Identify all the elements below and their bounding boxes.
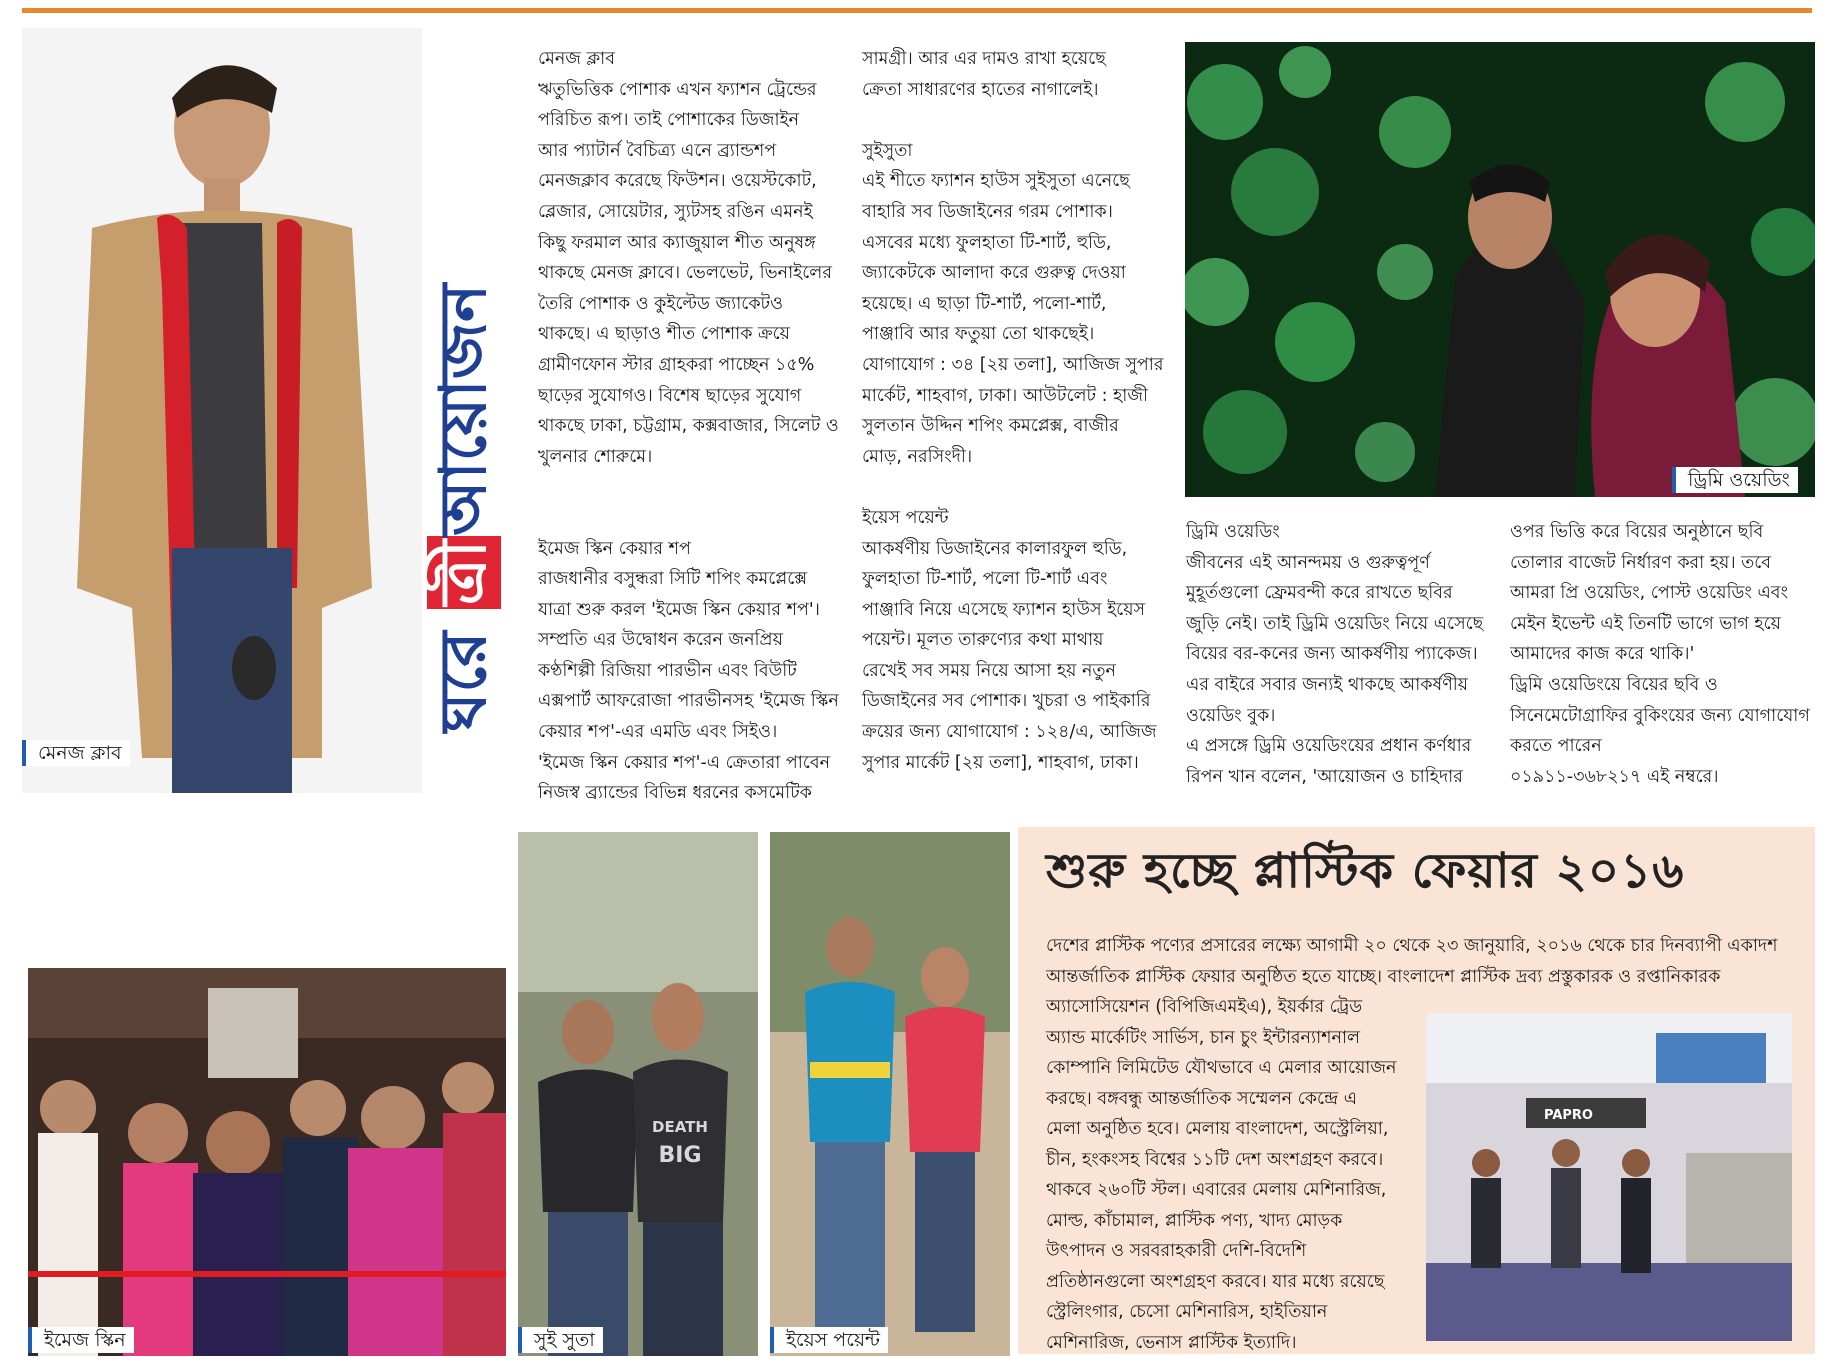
text-line: 'ইমেজ স্কিন কেয়ার শপ'-এ ক্রেতারা পাবেন <box>538 752 831 773</box>
caption-yes-point: ইয়েস পয়েন্ট <box>770 1327 888 1353</box>
text-line: খুলনার শোরুমে। <box>538 446 653 467</box>
text-line: মেনজক্লাব করেছে ফিউশন। ওয়েস্টকোট, <box>538 171 817 192</box>
heading-image-skin: ইমেজ স্কিন কেয়ার শপ <box>538 538 691 559</box>
text-line: যাত্রা শুরু করল 'ইমেজ স্কিন কেয়ার শপ'। <box>538 599 820 620</box>
text-line: এক্সপার্ট আফরোজা পারভীনসহ 'ইমেজ স্কিন <box>538 691 839 712</box>
text-line: আমাদের কাজ করে থাকি।' <box>1510 644 1695 665</box>
text-line: মেশিনারিজ, ভেনাস প্লাস্টিক ইত্যাদি। <box>1046 1332 1297 1353</box>
column-menz-image <box>538 44 839 809</box>
text-line: উৎপাদন ও সরবরাহকারী দেশি-বিদেশি <box>1046 1241 1307 1261</box>
text-line: পাঞ্জাবি আর ফতুয়া তো থাকছেই। <box>862 324 1095 345</box>
column-dreamy-1 <box>1186 517 1483 792</box>
text-line: পাঞ্জাবি নিয়ে এসেছে ফ্যাশন হাউস ইয়েস <box>862 599 1146 620</box>
text-line: স্ট্রেলিংগার, চেসো মেশিনারিস, হাইতিয়ান <box>1046 1302 1328 1322</box>
text-line: তোলার বাজেট নির্ধারণ করা হয়। তবে <box>1510 552 1772 573</box>
text-line: জ্যাকেটকে আলাদা করে গুরুত্ব দেওয়া <box>862 263 1126 284</box>
text-line: পরিচিত রূপ। তাই পোশাকের ডিজাইন <box>538 110 800 131</box>
text-line: যোগাযোগ : ৩৪ [২য় তলা], আজিজ সুপার <box>862 354 1164 375</box>
photo-menz-club <box>22 28 422 793</box>
text-line: আন্তর্জাতিক প্লাস্টিক ফেয়ার অনুষ্ঠিত হতে যাচ্ছে। বাংলাদেশ প্লাস্টিক দ্রব্য প্রস্তুকারক ও রপ্তানিকারক <box>1046 966 1721 987</box>
heading-sui-suta: সুইসুতা <box>862 140 913 161</box>
text-line: গ্রামীণফোন স্টার গ্রাহকরা পাচ্ছেন ১৫% <box>538 354 815 375</box>
text-line: জুড়ি নেই। তাই ড্রিমি ওয়েডিং নিয়ে এসেছে <box>1186 613 1484 634</box>
text-line: পয়েন্ট। মূলত তারুণ্যের কথা মাথায় <box>862 630 1104 651</box>
text-line: ওয়েডিং বুক। <box>1186 705 1276 726</box>
text-line: কিছু ফরমাল আর ক্যাজুয়াল শীত অনুষঙ্গ <box>538 232 816 253</box>
text-line: মেলা অনুষ্ঠিত হবে। মেলায় বাংলাদেশ, অস্ট্রেলিয়া, <box>1046 1119 1389 1139</box>
text-line: মোড়, নরসিংদী। <box>862 446 973 467</box>
text-line: সুপার মার্কেট [২য় তলা], শাহবাগ, ঢাকা। <box>862 752 1139 773</box>
photo-yes-point <box>770 832 1010 1356</box>
text-line: চীন, হংকংসহ বিশ্বের ১১টি দেশ অংশগ্রহণ করবে। <box>1046 1149 1384 1170</box>
text-line: তৈরি পোশাক ও কুইল্টেড জ্যাকেটও <box>538 293 783 314</box>
heading-menz-club: মেনজ ক্লাব <box>538 49 615 69</box>
photo-sui-suta <box>518 832 758 1356</box>
text-line: ক্রেতা সাধারণের হাতের নাগালেই। <box>862 79 1099 100</box>
text-line: ফুলহাতা টি-শার্ট, পলো টি-শার্ট এবং <box>862 569 1108 590</box>
tee-print-death: DEATH <box>652 1118 708 1136</box>
text-line: থাকছে মেনজ ক্লাবে। ভেলভেট, ভিনাইলের <box>538 263 832 284</box>
text-line: সুলতান উদ্দিন শপিং কমপ্লেক্স, বাজীর <box>862 416 1119 437</box>
text-line: কোম্পানি লিমিটেড যৌথভাবে এ মেলার আয়োজন <box>1046 1058 1397 1078</box>
text-line: মেইন ইভেন্ট এই তিনটি ভাগে ভাগ হয়ে <box>1510 613 1781 634</box>
text-line: অ্যান্ড মার্কেটিং সার্ভিস, চান চুং ইন্টারন্যাশনাল <box>1046 1027 1361 1048</box>
text-line: এই শীতে ফ্যাশন হাউস সুইসুতা এনেছে <box>862 171 1130 192</box>
text-line: সামগ্রী। আর এর দামও রাখা হয়েছে <box>862 49 1106 69</box>
text-line: মুহূর্তগুলো ফ্রেমবন্দী করে রাখতে ছবির <box>1186 583 1453 604</box>
tee-print-big: BIG <box>658 1143 702 1168</box>
text-line: কণ্ঠশিল্পী রিজিয়া পারভীন এবং বিউটি <box>538 660 797 681</box>
column-dreamy-2 <box>1510 517 1810 792</box>
text-line: দেশের প্লাস্টিক পণ্যের প্রসারের লক্ষ্যে আগামী ২০ থেকে ২৩ জানুয়ারি, ২০১৬ থেকে চার দিনব্যাপী একাদশ <box>1046 936 1778 956</box>
text-line: করছে। বঙ্গবন্ধু আন্তর্জাতিক সম্মেলন কেন্দ্রে এ <box>1046 1088 1358 1109</box>
text-line: এর বাইরে সবার জন্যই থাকছে আকর্ষণীয় <box>1186 674 1469 695</box>
text-line: ক্রয়ের জন্য যোগাযোগ : ১২৪/এ, আজিজ <box>862 722 1157 743</box>
section-heading: ঘরে ত্রীআয়োজন <box>427 283 501 732</box>
text-line: রিপন খান বলেন, 'আয়োজন ও চাহিদার <box>1186 766 1463 787</box>
text-line: ছাড়ের সুযোগও। বিশেষ ছাড়ের সুযোগ <box>538 385 802 406</box>
text-line: রাজধানীর বসুন্ধরা সিটি শপিং কমপ্লেক্সে <box>538 569 808 590</box>
heading-dreamy-wedding: ড্রিমি ওয়েডিং <box>1186 522 1280 542</box>
text-line: বাহারি সব ডিজাইনের গরম পোশাক। <box>862 201 1113 222</box>
text-line: জীবনের এই আনন্দময় ও গুরুত্বপূর্ণ <box>1186 552 1430 573</box>
text-line: ০১৯১১-৩৬৮২১৭ এই নম্বরে। <box>1510 766 1719 787</box>
text-line: করতে পারেন <box>1510 736 1602 757</box>
text-line: রেখেই সব সময় নিয়ে আসা হয় নতুন <box>862 660 1116 681</box>
text-line: সিনেমেটোগ্রাফির বুকিংয়ের জন্য যোগাযোগ <box>1510 705 1810 726</box>
text-line: অ্যাসোসিয়েশন (বিপিজিএমইএ), ইয়র্কার ট্রেড <box>1046 997 1363 1017</box>
photo-image-skin <box>28 968 506 1356</box>
caption-menz-club: মেনজ ক্লাব <box>22 740 130 766</box>
text-line: আমরা প্রি ওয়েডিং, পোস্ট ওয়েডিং এবং <box>1510 583 1789 604</box>
caption-sui-suta: সুই সুতা <box>518 1327 603 1353</box>
plastic-fair-body <box>1046 992 1396 1358</box>
text-line: মার্কেট, শাহবাগ, ঢাকা। আউটলেট : হাজী <box>862 385 1149 406</box>
caption-dreamy-wedding: ড্রিমি ওয়েডিং <box>1672 467 1798 493</box>
text-line: ব্লেজার, সোয়েটার, স্যুটসহ রঙিন এমনই <box>538 201 813 222</box>
photo-plastic-fair <box>1426 1013 1792 1341</box>
text-line: আকর্ষণীয় ডিজাইনের কালারফুল হুডি, <box>862 538 1128 559</box>
text-line: ওপর ভিত্তি করে বিয়ের অনুষ্ঠানে ছবি <box>1510 522 1764 542</box>
plastic-fair-box <box>1018 827 1815 1354</box>
text-line: ড্রিমি ওয়েডিংয়ে বিয়ের ছবি ও <box>1510 674 1718 695</box>
heading-highlight: ত্রী <box>427 536 501 609</box>
text-line: বিয়ের বর-কনের জন্য আকর্ষণীয় প্যাকেজ। <box>1186 644 1478 665</box>
text-line: কেয়ার শপ'-এর এমডি এবং সিইও। <box>538 722 778 743</box>
top-rule <box>22 8 1812 13</box>
text-line: থাকবে ২৬০টি স্টল। এবারের মেলায় মেশিনারিজ, <box>1046 1180 1387 1200</box>
text-line: মোল্ড, কাঁচামাল, প্লাস্টিক পণ্য, খাদ্য মোড়ক <box>1046 1210 1343 1231</box>
booth-sign-papro: PAPRO <box>1544 1108 1593 1123</box>
text-line: থাকছে। এ ছাড়াও শীত পোশাক ক্রয়ে <box>538 324 790 345</box>
plastic-fair-title: শুরু হচ্ছে প্লাস্টিক ফেয়ার ২০১৬ <box>1046 843 1685 899</box>
text-line: এ প্রসঙ্গে ড্রিমি ওয়েডিংয়ের প্রধান কর্ণধার <box>1186 736 1472 757</box>
text-line: ডিজাইনের সব পোশাক। খুচরা ও পাইকারি <box>862 691 1151 712</box>
text-line: ঋতুভিত্তিক পোশাক এখন ফ্যাশন ট্রেন্ডের <box>538 79 817 100</box>
caption-image-skin: ইমেজ স্কিন <box>28 1327 134 1353</box>
text-line: থাকছে ঢাকা, চট্টগ্রাম, কক্সবাজার, সিলেট ও <box>538 416 839 437</box>
text-line: প্রতিষ্ঠানগুলো অংশগ্রহণ করবে। যার মধ্যে রয়েছে <box>1046 1271 1385 1292</box>
text-line: এসবের মধ্যে ফুলহাতা টি-শার্ট, হুডি, <box>862 232 1112 253</box>
column-suisuta-yes <box>862 44 1164 778</box>
text-line: হয়েছে। এ ছাড়া টি-শার্ট, পলো-শার্ট, <box>862 293 1107 314</box>
text-line: আর প্যাটার্ন বৈচিত্র্য এনে ব্র্যান্ডশপ <box>538 140 777 161</box>
text-line: নিজস্ব ব্র্যান্ডের বিভিন্ন ধরনের কসমেটিক <box>538 783 812 804</box>
heading-yes-point: ইয়েস পয়েন্ট <box>862 507 949 528</box>
text-line: সম্প্রতি এর উদ্বোধন করেন জনপ্রিয় <box>538 630 783 651</box>
photo-dreamy-wedding <box>1185 42 1815 497</box>
plastic-fair-lead <box>1046 931 1777 992</box>
